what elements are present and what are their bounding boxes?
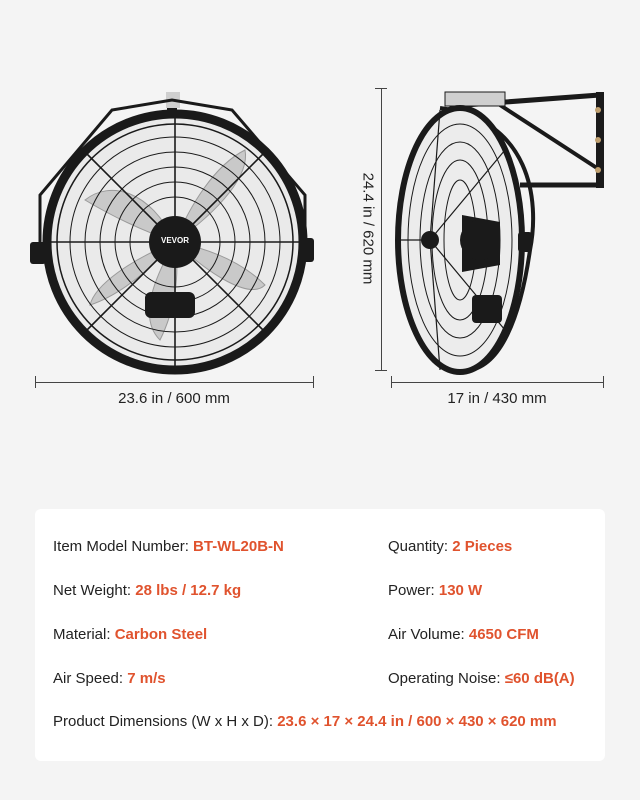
spec-material: Material: Carbon Steel — [53, 626, 208, 643]
width-line — [35, 382, 313, 383]
height-label: 24.4 in / 620 mm — [359, 172, 377, 285]
spec-model: Item Model Number: BT-WL20B-N — [53, 538, 284, 555]
spec-noise: Operating Noise: ≤60 dB(A) — [388, 670, 575, 687]
spec-quantity: Quantity: 2 Pieces — [388, 538, 513, 555]
spec-weight: Net Weight: 28 lbs / 12.7 kg — [53, 582, 242, 599]
spec-power: Power: 130 W — [388, 582, 483, 599]
depth-tick-right — [603, 376, 604, 388]
width-tick-right — [313, 376, 314, 388]
height-tick-bottom — [375, 370, 387, 371]
spec-dimensions: Product Dimensions (W x H x D): 23.6 × 17 × 24.4 in / 600 × 430 × 620 mm — [53, 713, 557, 730]
spec-air-volume: Air Volume: 4650 CFM — [388, 626, 539, 643]
brand-logo: VEVOR — [161, 236, 190, 245]
width-label: 23.6 in / 600 mm — [118, 390, 230, 407]
depth-line — [391, 382, 603, 383]
depth-label: 17 in / 430 mm — [447, 390, 547, 407]
height-line — [381, 88, 382, 370]
spec-air-speed: Air Speed: 7 m/s — [53, 670, 166, 687]
